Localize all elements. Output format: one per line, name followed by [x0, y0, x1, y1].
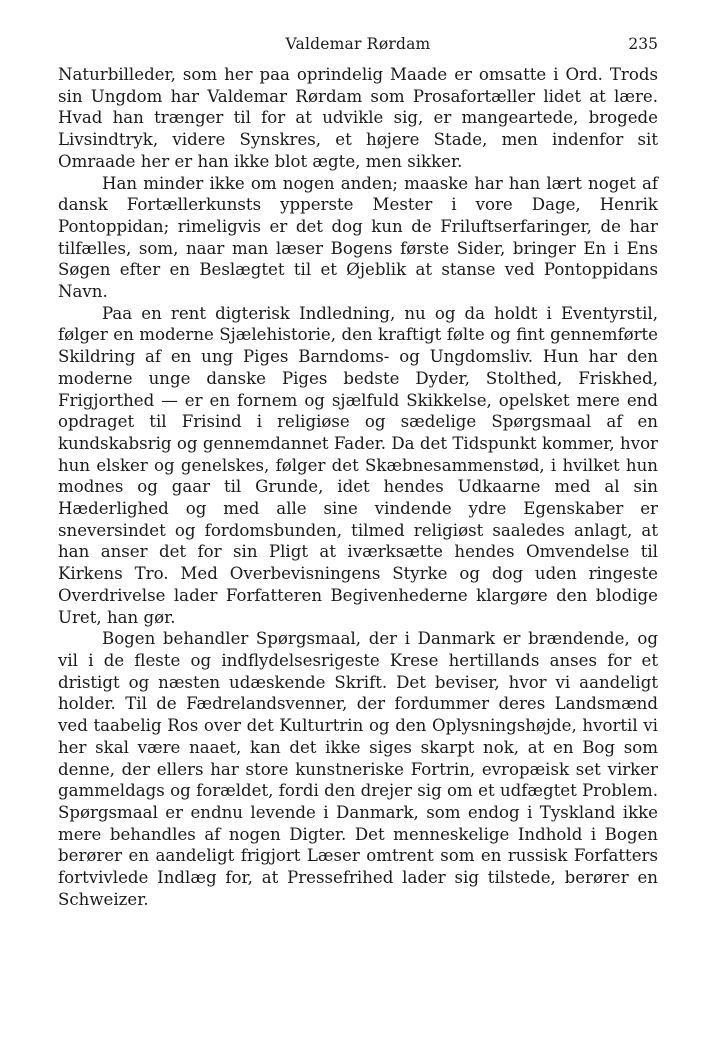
book-page: [58, 30, 658, 910]
page-number: 235: [628, 35, 658, 53]
running-header: [58, 30, 658, 58]
body-text: [58, 64, 658, 910]
paragraph-4: Bogen behandler Spørgsmaal, der i Danmark er brændende, og vil i de fleste og indflydelsesrigeste Krese hertillands anses for et dristigt og næsten udæskende Skrift. Det beviser, hvor vi aandeligt holder. Til de Fædrelandsvenner, der fordummer deres Landsmænd ved taabelig Ros over det Kulturtrin og den Oplysningshøjde, hvortil vi her skal være naaet, kan det ikke siges skarpt nok, at en Bog som denne, der ellers har store kunstneriske Fortrin, evropæisk set virker gammeldags og forældet, fordi den drejer sig om et udfægtet Problem. Spørgsmaal er endnu levende i Danmark, som endog i Tyskland ikke mere behandles af nogen Digter. Det menneskelige Indhold i Bogen berører en aandeligt frigjort Læser omtrent som en russisk Forfatters fortvivlede Indlæg for, at Pressefrihed lader sig tilstede, berører en Schweizer.: [58, 629, 658, 909]
paragraph-3: Paa en rent digterisk Indledning, nu og da holdt i Eventyrstil, følger en moderne Sjælehistorie, den kraftigt følte og fint gennemførte Skildring af en ung Piges Barndoms- og Ungdomsliv. Hun har den moderne unge danske Piges bedste Dyder, Stolthed, Friskhed, Frigjorthed — er en fornem og sjælfuld Skikkelse, opelsket mere end opdraget til Frisind i religiøse og sædelige Spørgsmaal af en kundskabsrig og gennemdannet Fader. Da det Tidspunkt kommer, hvor hun elsker og genelskes, følger det Skæbnesammenstød, i hvilket hun modnes og gaar til Grunde, idet hendes Udkaarne med al sin Hæderlighed og med alle sine vindende ydre Egenskaber er sneversindet og fordomsbunden, tilmed religiøst saaledes anlagt, at han anser det for sin Pligt at iværksætte hendes Omvendelse til Kirkens Tro. Med Overbevisningens Styrke og dog uden ringeste Overdrivelse lader Forfatteren Begivenhederne klargøre den blodige Uret, han gør.: [58, 303, 658, 627]
paragraph-1: Naturbilleder, som her paa oprindelig Maade er omsatte i Ord. Trods sin Ungdom har Valdemar Rørdam som Prosafortæller lidet at lære. Hvad han trænger til for at udvikle sig, er mangeartede, brogede Livsindtryk, videre Synskres, et højere Stade, men indenfor sit Omraade her er han ikke blot ægte, men sikker.: [58, 65, 658, 171]
running-title: Valdemar Rørdam: [285, 35, 431, 53]
paragraph-2: Han minder ikke om nogen anden; maaske har han lært noget af dansk Fortællerkunsts ypperste Mester i vore Dage, Henrik Pontoppidan; rimeligvis er det dog kun de Friluftserfaringer, de har tilfælles, som, naar man læser Bogens første Sider, bringer En i Ens Søgen efter en Beslægtet til et Øjeblik at stanse ved Pontoppidans Navn.: [58, 173, 658, 302]
